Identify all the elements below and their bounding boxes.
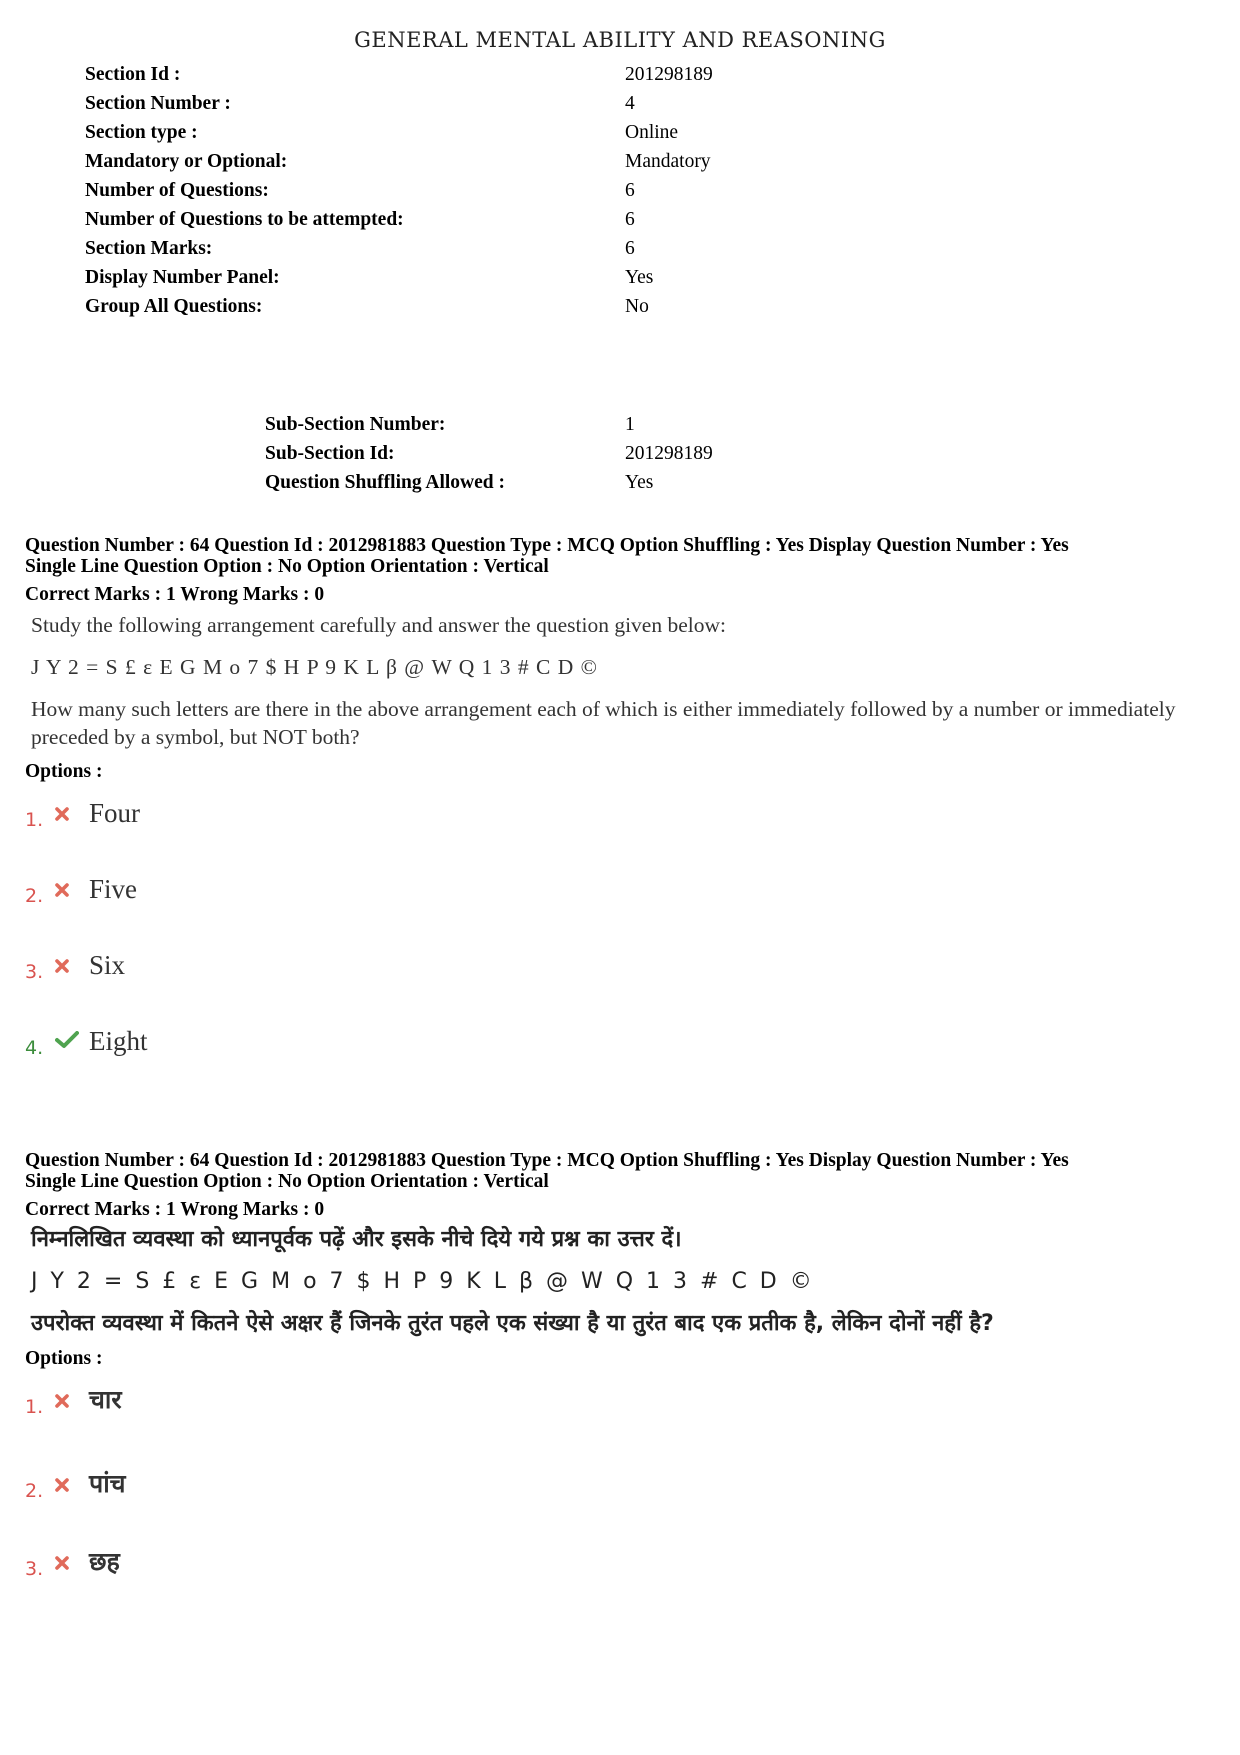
wrong-mark-icon	[55, 1556, 89, 1584]
option-item[interactable]	[25, 911, 1225, 987]
question-block-hindi	[25, 1150, 1225, 1584]
option-text: Four	[89, 798, 141, 828]
mandatory-row	[85, 147, 713, 176]
group-questions-row	[85, 292, 713, 321]
section-marks-row	[85, 234, 713, 263]
field-value: 1	[625, 414, 635, 435]
question-meta-line: Question Number : 64 Question Id : 2012981883 Question Type : MCQ Option Shuffling : Yes Display Question Number : Yes	[25, 535, 1069, 556]
option-number: 3.	[25, 961, 44, 983]
shuffling-row	[265, 468, 713, 497]
question-arrangement: J Y 2 = S £ ε E G M o 7 $ H P 9 K L β @ W Q 1 3 # C D ©	[31, 655, 598, 679]
field-label: Group All Questions:	[85, 296, 263, 317]
field-label: Section Id :	[85, 64, 181, 85]
option-text: चार	[89, 1385, 122, 1414]
option-number: 2.	[25, 885, 44, 907]
option-item[interactable]	[25, 1506, 1225, 1584]
subsection-id-row	[265, 439, 713, 468]
option-text: छह	[89, 1547, 120, 1576]
option-number: 2.	[25, 1480, 44, 1502]
field-label: Sub-Section Number:	[265, 414, 446, 435]
option-number: 3.	[25, 1558, 44, 1580]
num-attempt-row	[85, 205, 713, 234]
question-meta-line: Question Number : 64 Question Id : 2012981883 Question Type : MCQ Option Shuffling : Yes Display Question Number : Yes	[25, 1150, 1069, 1171]
section-title: GENERAL MENTAL ABILITY AND REASONING	[354, 28, 886, 52]
field-value: 6	[625, 209, 635, 230]
option-number: 4.	[25, 1037, 44, 1059]
option-item[interactable]	[25, 835, 1225, 911]
field-value: Online	[625, 122, 679, 143]
field-label: Display Number Panel:	[85, 267, 280, 288]
wrong-mark-icon	[55, 1478, 89, 1506]
subsection-info-table	[265, 410, 713, 497]
field-label: Section Marks:	[85, 238, 213, 259]
question-marks: Correct Marks : 1 Wrong Marks : 0	[25, 584, 325, 605]
wrong-mark-icon	[55, 883, 89, 911]
section-info-table	[85, 60, 713, 321]
section-number-row	[85, 89, 713, 118]
option-text: Five	[89, 874, 138, 904]
question-text	[25, 1226, 1225, 1338]
wrong-mark-icon	[55, 959, 89, 987]
wrong-mark-icon	[55, 1394, 89, 1422]
options-label: Options :	[25, 761, 103, 782]
option-item[interactable]	[25, 783, 1225, 835]
option-item[interactable]	[25, 1422, 1225, 1506]
field-value: 201298189	[625, 64, 713, 85]
option-number: 1.	[25, 1396, 44, 1418]
wrong-mark-icon	[55, 807, 89, 835]
option-item[interactable]	[25, 1370, 1225, 1422]
field-value: No	[625, 296, 649, 317]
field-label: Number of Questions:	[85, 180, 269, 201]
field-value: 6	[625, 238, 635, 259]
field-label: Section Number :	[85, 93, 231, 114]
question-arrangement: J Y 2 = S £ ε E G M o 7 $ H P 9 K L β @ W Q 1 3 # C D ©	[31, 1269, 815, 1294]
num-questions-row	[85, 176, 713, 205]
question-marks: Correct Marks : 1 Wrong Marks : 0	[25, 1199, 325, 1220]
field-value: Yes	[625, 267, 654, 288]
option-number: 1.	[25, 809, 44, 831]
question-body: How many such letters are there in the above arrangement each of which is either immediately followed by a number or immediately preceded by a symbol, but NOT both?	[31, 697, 1176, 749]
subsection-number-row	[265, 410, 713, 439]
field-label: Sub-Section Id:	[265, 443, 395, 464]
options-label: Options :	[25, 1348, 103, 1369]
field-value: 4	[625, 93, 635, 114]
field-label: Section type :	[85, 122, 198, 143]
question-body: उपरोक्त व्यवस्था में कितने ऐसे अक्षर हैं जिनके तुरंत पहले एक संख्या है या तुरंत बाद एक प्रतीक है, लेकिन दोनों नहीं है?	[31, 1311, 994, 1336]
option-text: पांच	[89, 1469, 126, 1498]
question-intro: Study the following arrangement carefully and answer the question given below:	[31, 613, 726, 637]
display-panel-row	[85, 263, 713, 292]
question-text	[25, 611, 1225, 751]
section-id-row	[85, 60, 713, 89]
field-label: Number of Questions to be attempted:	[85, 209, 404, 230]
question-meta	[25, 535, 1225, 605]
field-value: 201298189	[625, 443, 713, 464]
question-meta	[25, 1150, 1225, 1220]
field-label: Mandatory or Optional:	[85, 151, 288, 172]
question-meta-line: Single Line Question Option : No Option Orientation : Vertical	[25, 1171, 549, 1192]
question-block-english	[25, 535, 1225, 1063]
question-intro: निम्नलिखित व्यवस्था को ध्यानपूर्वक पढ़ें और इसके नीचे दिये गये प्रश्न का उत्तर दें।	[31, 1227, 682, 1252]
field-value: 6	[625, 180, 635, 201]
field-value: Yes	[625, 472, 654, 493]
check-mark-icon	[55, 1031, 89, 1063]
section-type-row	[85, 118, 713, 147]
option-text: Eight	[89, 1026, 148, 1056]
field-value: Mandatory	[625, 151, 711, 172]
option-text: Six	[89, 950, 126, 980]
field-label: Question Shuffling Allowed :	[265, 472, 506, 493]
option-item[interactable]	[25, 987, 1225, 1063]
question-meta-line: Single Line Question Option : No Option Orientation : Vertical	[25, 556, 549, 577]
